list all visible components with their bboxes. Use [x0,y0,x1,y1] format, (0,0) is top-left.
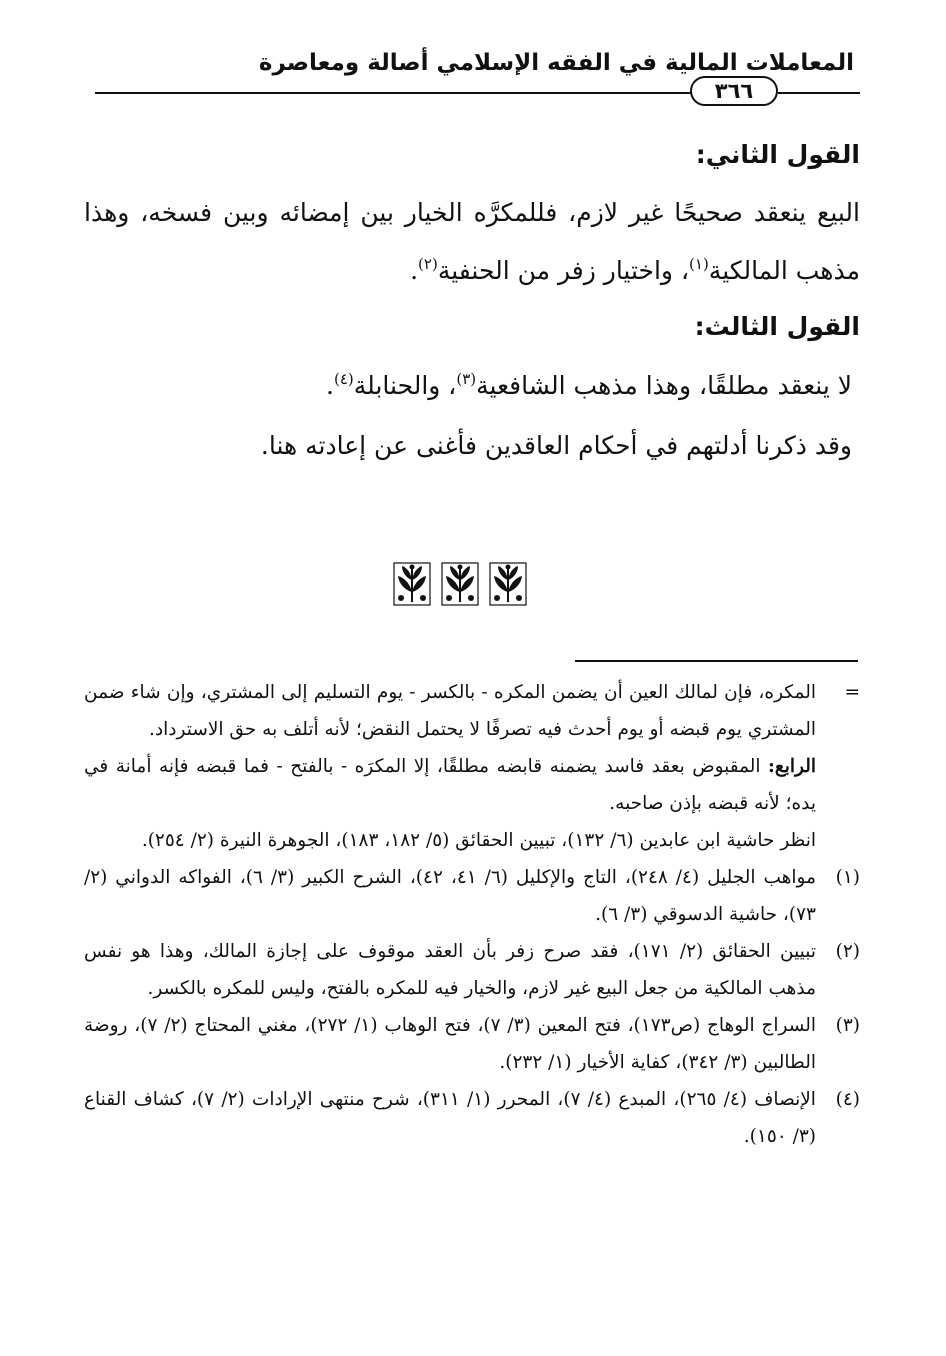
footnote-text: الإنصاف (٤/ ٢٦٥)، المبدع (٤/ ٧)، المحرر (١/ ٣١١)، شرح منتهى الإرادات (٢/ ٧)، كشاف القناع (٣/ ١٥٠). [84,1089,816,1147]
footnote-body [84,674,816,859]
paragraph-second-opinion [84,184,860,300]
paragraph-text: البيع ينعقد صحيحًا غير لازم، فللمكرَّه الخيار بين إمضائه وبين فسخه، وهذا مذهب المالكية [84,198,860,285]
footnote-text: تبيين الحقائق (٢/ ١٧١)، فقد صرح زفر بأن العقد موقوف على إجازة المالك، وهذا هو نفس مذهب المالكية من جعل البيع غير لازم، والخيار فيه للمكره بالفتح، وليس للمكره بالكسر. [84,941,816,999]
footnote-marker: (٣) [835,1015,860,1036]
paragraph-text: . [410,256,419,285]
footnote-ref-1[interactable]: (١) [689,255,709,273]
footnote-text: انظر حاشية ابن عابدين (٦/ ١٣٢)، تبيين الحقائق (٥/ ١٨٢، ١٨٣)، الجوهرة النيرة (٢/ ٢٥٤). [141,830,816,851]
footnote-body [84,859,816,933]
footnotes [84,674,860,1155]
footnote-item [84,859,860,933]
footnote-text: السراج الوهاج (ص١٧٣)، فتح المعين (٣/ ٧)، فتح الوهاب (١/ ٢٧٢)، مغني المحتاج (٢/ ٧)، روضة الطالبين (٣/ ٣٤٢)، كفاية الأخيار (١/ ٢٣٢). [84,1015,816,1073]
footnote-item [84,933,860,1007]
footnote-body [84,933,816,1007]
main-text [84,130,860,476]
paragraph-text: ، والحنابلة [353,371,457,400]
heading-second-opinion: القول الثاني: [695,140,860,169]
paragraph-third-opinion [84,356,860,416]
footnote-separator [575,660,858,662]
footnote-ref-3[interactable]: (٣) [456,370,477,388]
page-number: ٣٦٦ [690,76,778,106]
footnote-text: مواهب الجليل (٤/ ٢٤٨)، التاج والإكليل (٦/ ٤١، ٤٢)، الشرح الكبير (٣/ ٦)، الفواكه الدواني (٢/ ٧٣)، حاشية الدسوقي (٣/ ٦). [84,867,816,925]
footnote-marker: (٤) [835,1089,860,1110]
floral-ornament-icon [441,562,479,606]
paragraph-text: . [326,371,334,400]
footnote-body [84,1007,816,1081]
footnote-ref-2[interactable]: (٢) [418,255,438,273]
header-rule-stub [778,92,860,94]
section-ornament [393,562,527,608]
footnote-marker: (١) [835,867,860,888]
footnote-text [84,748,816,822]
footnote-marker: (٢) [835,941,860,962]
paragraph-text: لا ينعقد مطلقًا، وهذا مذهب الشافعية [476,371,852,400]
footnote-item [84,1007,860,1081]
heading-third-opinion: القول الثالث: [694,312,860,341]
footnote-ref-4[interactable]: (٤) [334,370,354,388]
paragraph-text: ، واختيار زفر من الحنفية [437,256,690,285]
footnote-text: المقبوض بعقد فاسد يضمنه قابضه مطلقًا، إلا المكرَه - بالفتح - فما قبضه فإنه أمانة في يده؛ لأنه قبضه بإذن صاحبه. [84,756,816,814]
footnote-lead: الرابع: [768,756,816,777]
book-title: المعاملات المالية في الفقه الإسلامي أصالة ومعاصرة [258,50,854,76]
footnote-text: المكره، فإن لمالك العين أن يضمن المكره - بالكسر - يوم التسليم إلى المشتري، وإن شاء ضمن المشتري يوم قبضه أو يوم أحدث فيه تصرفًا لا يحتمل النقض؛ لأنه أتلف به حق الاسترداد. [84,682,816,740]
header-rule [95,92,691,94]
floral-ornament-icon [393,562,431,606]
footnote-item [84,1081,860,1155]
footnote-marker: = [844,682,860,703]
paragraph-closing: وقد ذكرنا أدلتهم في أحكام العاقدين فأغنى عن إعادته هنا. [260,431,852,460]
floral-ornament-icon [489,562,527,606]
footnote-body [84,1081,816,1155]
footnote-continuation [84,674,860,859]
